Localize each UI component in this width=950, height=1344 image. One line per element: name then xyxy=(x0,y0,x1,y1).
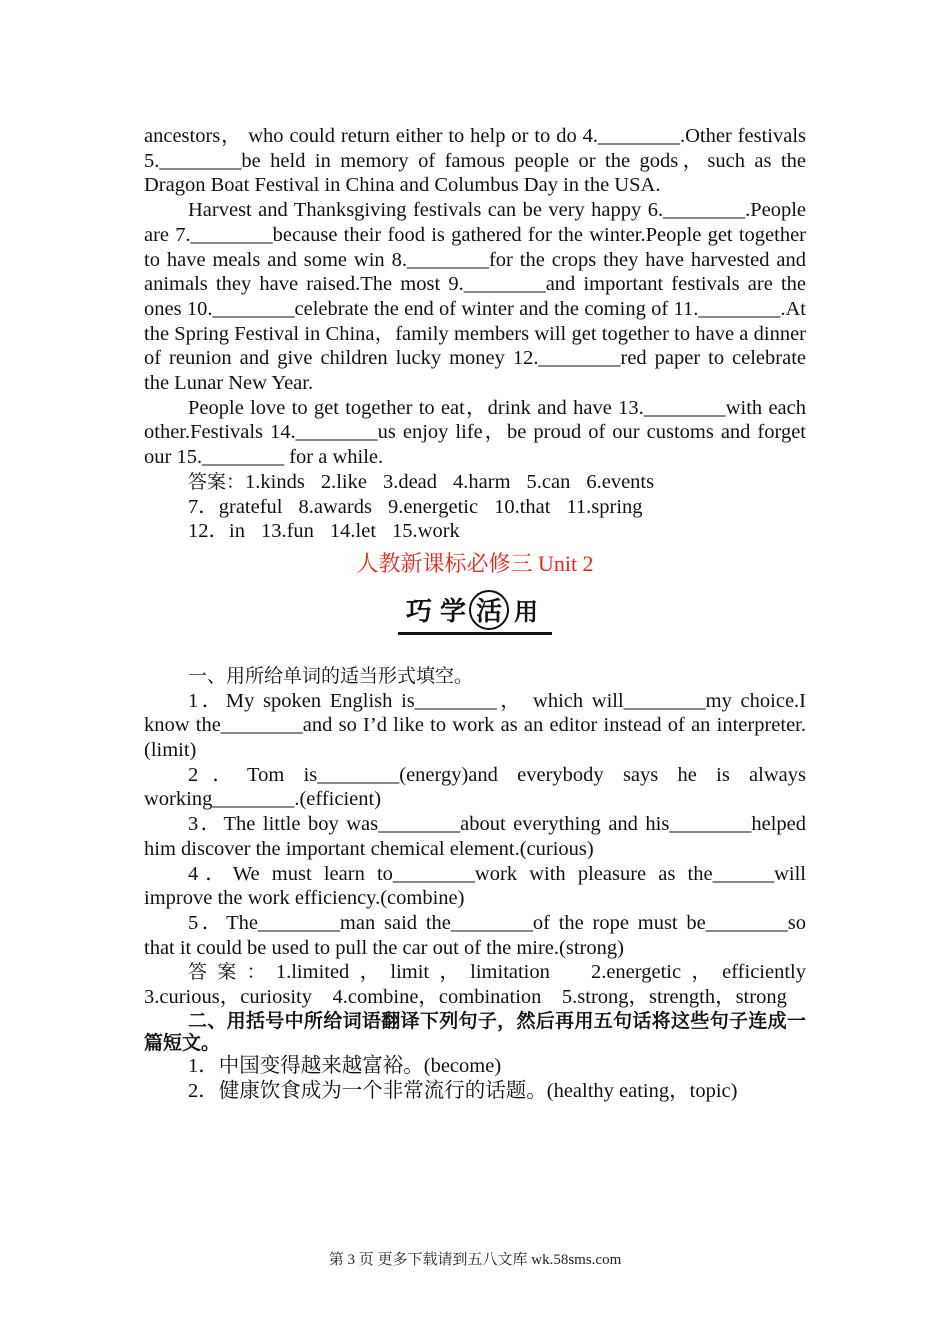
question-2-1 xyxy=(144,1054,806,1079)
logo-char-1: 巧 xyxy=(406,596,433,627)
section-1-heading: 一、用所给单词的适当形式填空。 xyxy=(188,664,474,687)
answer-line-1 xyxy=(188,470,806,495)
answer-block-1 xyxy=(144,470,806,544)
question-1-4: 4．We must learn to________work with pleasure as the______will improve the work efficiency.(combine) xyxy=(144,862,806,910)
question-1-5: 5．The________man said the________of the rope must be________so that it could be used to pull the car out of the mire.(strong) xyxy=(144,911,806,959)
answer-item: 11.spring xyxy=(566,495,643,518)
answer-item: 15.work xyxy=(392,520,460,543)
answer-text: 1.limited，limit，limitation 2.energetic，efficiently 3.curious，curiosity 4.combine，combination 5.strong，strength，strong xyxy=(144,961,827,1009)
answer-item: 1.kinds xyxy=(245,470,305,493)
qiaoxue-huoyong-logo-icon xyxy=(390,584,560,638)
answer-line-3 xyxy=(188,519,806,544)
passage-paragraph-2: Harvest and Thanksgiving festivals can be very happy 6.________.People are 7.________because their food is gathered for the winter.People get together to have meals and some win 8.________for the crops they have harvested and animals they have raised.The most 9.________and important festivals are the ones 10.________celebrate the end of winter and the coming of 11.________.At the Spring Festival in China，family members will get together to have a dinner of reunion and give children lucky money 12.________red paper to celebrate the Lunar New Year. xyxy=(144,199,806,395)
answer-item: 13.fun xyxy=(260,520,314,543)
answer-block-2 xyxy=(144,960,827,1009)
answer-line-2 xyxy=(188,495,806,520)
answer-item: 2.like xyxy=(320,470,367,493)
question-1-2: 2．Tom is________(energy)and everybody says he is always working________.(efficient) xyxy=(144,763,806,811)
answer-item: 14.let xyxy=(329,520,377,543)
answer-label: 答案： xyxy=(188,961,276,984)
answer-item: 10.that xyxy=(494,495,551,518)
passage-paragraph-1: ancestors， who could return either to help or to do 4.________.Other festivals 5.________be held in memory of famous people or the gods，such as the Dragon Boat Festival in China and Columbus Day in the USA. xyxy=(144,125,806,197)
logo-char-4: 用 xyxy=(514,597,538,626)
answer-item: 12．in xyxy=(188,520,245,543)
passage-paragraph-3: People love to get together to eat，drink and have 13.________with each other.Festivals 14.________us enjoy life，be proud of our customs and forget our 15.________ for a while. xyxy=(144,396,806,469)
question-2-2 xyxy=(144,1079,806,1104)
answer-label: 答案： xyxy=(188,470,246,493)
section-2-heading: 二、用括号中所给词语翻译下列句子，然后再用五句话将这些句子连成一篇短文。 xyxy=(144,1009,806,1054)
answer-item: 8.awards xyxy=(298,495,372,518)
answer-item: 6.events xyxy=(586,470,655,493)
logo-char-2: 学 xyxy=(440,596,467,627)
section-logo xyxy=(144,584,806,638)
question-2-2-text: 2．健康饮食成为一个非常流行的话题。(healthy eating，topic) xyxy=(188,1079,738,1102)
question-2-1-text: 1．中国变得越来越富裕。(become) xyxy=(188,1054,502,1077)
logo-char-3: 活 xyxy=(476,596,503,627)
page-footer: 第 3 页 更多下载请到五八文库 wk.58sms.com xyxy=(328,1252,622,1268)
answer-item: 3.dead xyxy=(382,470,438,493)
question-1-1: 1．My spoken English is________， which will________my choice.I know the________and so I’d like to work as an editor instead of an interpreter.(limit) xyxy=(144,689,806,762)
answer-item: 7．grateful xyxy=(188,495,283,518)
answer-item: 4.harm xyxy=(453,470,511,493)
unit-title: 人教新课标必修三 Unit 2 xyxy=(356,550,594,576)
question-1-3: 3．The little boy was________about everything and his________helped him discover the important chemical element.(curious) xyxy=(144,813,806,860)
answer-item: 9.energetic xyxy=(387,495,479,518)
page-content xyxy=(144,124,827,1103)
answer-item: 5.can xyxy=(526,470,571,493)
